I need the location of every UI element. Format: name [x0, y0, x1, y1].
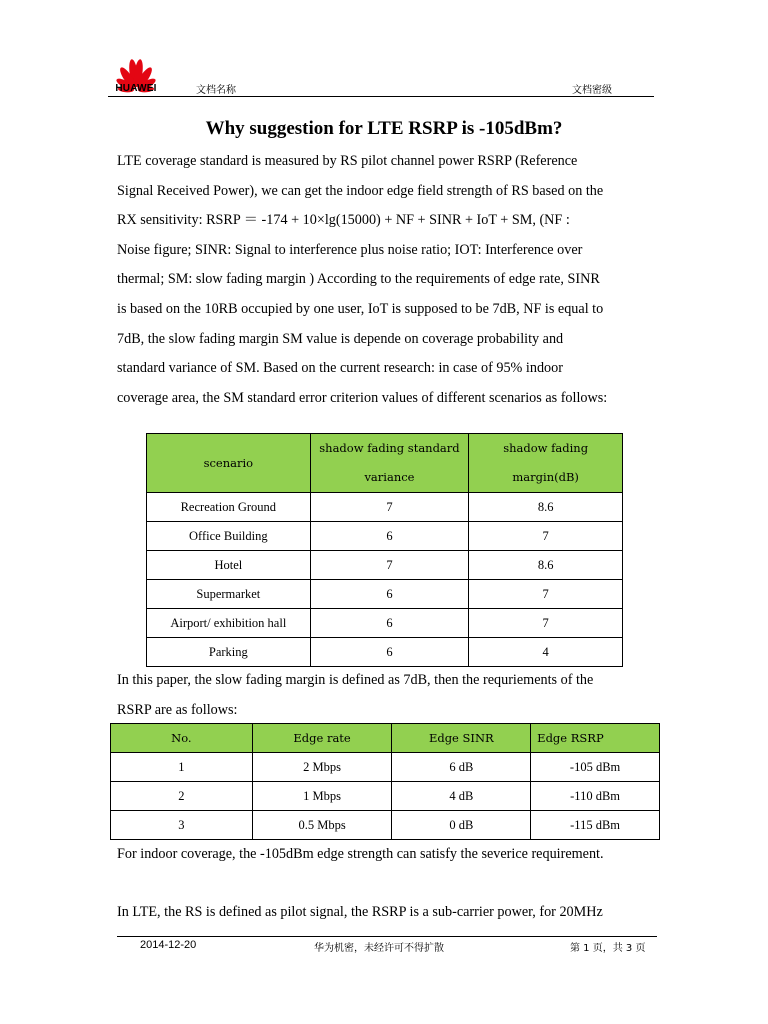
table-cell: Office Building: [147, 522, 311, 551]
table-cell: 1: [111, 753, 253, 782]
header-cell: No.: [111, 724, 253, 753]
table-cell: 1 Mbps: [252, 782, 392, 811]
table-cell: 2 Mbps: [252, 753, 392, 782]
text-line: RSRP are as follows:: [117, 701, 238, 718]
table-cell: 6: [310, 522, 469, 551]
table-cell: Parking: [147, 638, 311, 667]
table-cell: -110 dBm: [531, 782, 660, 811]
text-line: 7dB, the slow fading margin SM value is depende on coverage probability and: [117, 330, 564, 347]
header-cell: Edge SINR: [392, 724, 531, 753]
table-cell: 7: [469, 609, 623, 638]
table-row: [111, 782, 660, 811]
table-cell: 6: [310, 638, 469, 667]
table-cell: Airport/ exhibition hall: [147, 609, 311, 638]
text-line: In this paper, the slow fading margin is defined as 7dB, then the requriements of the: [117, 672, 594, 688]
table-row: [111, 811, 660, 840]
footer-confidential-notice: 华为机密，未经许可不得扩散: [314, 943, 444, 954]
footer-page-number: 第 1 页，共 3 页: [570, 943, 646, 954]
text-line: thermal; SM: slow fading margin ) According to the requirements of edge rate, SINR: [117, 271, 600, 288]
document-name: 文档名称: [196, 85, 236, 96]
table-cell: 8.6: [469, 493, 623, 522]
footer-date: 2014-12-20: [140, 939, 197, 951]
footer-divider: [117, 936, 657, 937]
table-cell: 6 dB: [392, 753, 531, 782]
text-line: In LTE, the RS is defined as pilot signal, the RSRP is a sub-carrier power, for 20MHz: [117, 904, 603, 920]
table-cell: 6: [310, 609, 469, 638]
header-cell: shadow fading standard variance: [310, 434, 469, 493]
table-cell: -115 dBm: [531, 811, 660, 840]
header-cell: scenario: [147, 434, 311, 493]
header-cell: Edge RSRP: [531, 724, 660, 753]
rsrp-intro-paragraph: [117, 666, 657, 725]
table-cell: 4 dB: [392, 782, 531, 811]
text-line: Signal Received Power), we can get the indoor edge field strength of RS based on the: [117, 182, 604, 199]
intro-paragraph: [117, 147, 657, 413]
rsrp-table: [110, 723, 660, 840]
table-cell: 4: [469, 638, 623, 667]
table-row: [147, 522, 623, 551]
table-cell: 7: [310, 493, 469, 522]
lte-rs-paragraph: [117, 898, 657, 928]
table-row: [111, 753, 660, 782]
table-cell: 7: [310, 551, 469, 580]
table-cell: 8.6: [469, 551, 623, 580]
table-row: [147, 638, 623, 667]
table-header-row: [111, 724, 660, 753]
table-cell: -105 dBm: [531, 753, 660, 782]
table-cell: 6: [310, 580, 469, 609]
table-cell: 7: [469, 580, 623, 609]
indoor-coverage-paragraph: [117, 840, 657, 870]
text-line: is based on the 10RB occupied by one user, IoT is supposed to be 7dB, NF is equal to: [117, 300, 604, 317]
header-divider: [108, 96, 654, 97]
document-classification: 文档密级: [572, 85, 612, 96]
text-line: LTE coverage standard is measured by RS pilot channel power RSRP (Reference: [117, 153, 578, 169]
table-cell: 3: [111, 811, 253, 840]
page-title: Why suggestion for LTE RSRP is -105dBm?: [205, 118, 563, 139]
table-row: [147, 551, 623, 580]
text-line: Noise figure; SINR: Signal to interference plus noise ratio; IOT: Interference over: [117, 241, 583, 258]
table-row: [147, 493, 623, 522]
table-cell: Hotel: [147, 551, 311, 580]
table-cell: Supermarket: [147, 580, 311, 609]
table-cell: 2: [111, 782, 253, 811]
table-cell: 0 dB: [392, 811, 531, 840]
header-cell: shadow fading margin(dB): [469, 434, 623, 493]
text-line: coverage area, the SM standard error criterion values of different scenarios as follows:: [117, 389, 608, 406]
table-cell: Recreation Ground: [147, 493, 311, 522]
table-cell: 0.5 Mbps: [252, 811, 392, 840]
header-cell: Edge rate: [252, 724, 392, 753]
text-line: standard variance of SM. Based on the current research: in case of 95% indoor: [117, 360, 563, 377]
table-row: [147, 609, 623, 638]
scenario-table: [146, 433, 623, 667]
text-line: RX sensitivity: RSRP ＝ -174 + 10×lg(15000) + NF + SINR + IoT + SM, (NF :: [117, 212, 570, 229]
text-line: For indoor coverage, the -105dBm edge strength can satisfy the severice requirement.: [117, 846, 604, 862]
table-cell: 7: [469, 522, 623, 551]
table-row: [147, 580, 623, 609]
table-header-row: [147, 434, 623, 493]
logo-text: HUAWEI: [115, 83, 157, 94]
